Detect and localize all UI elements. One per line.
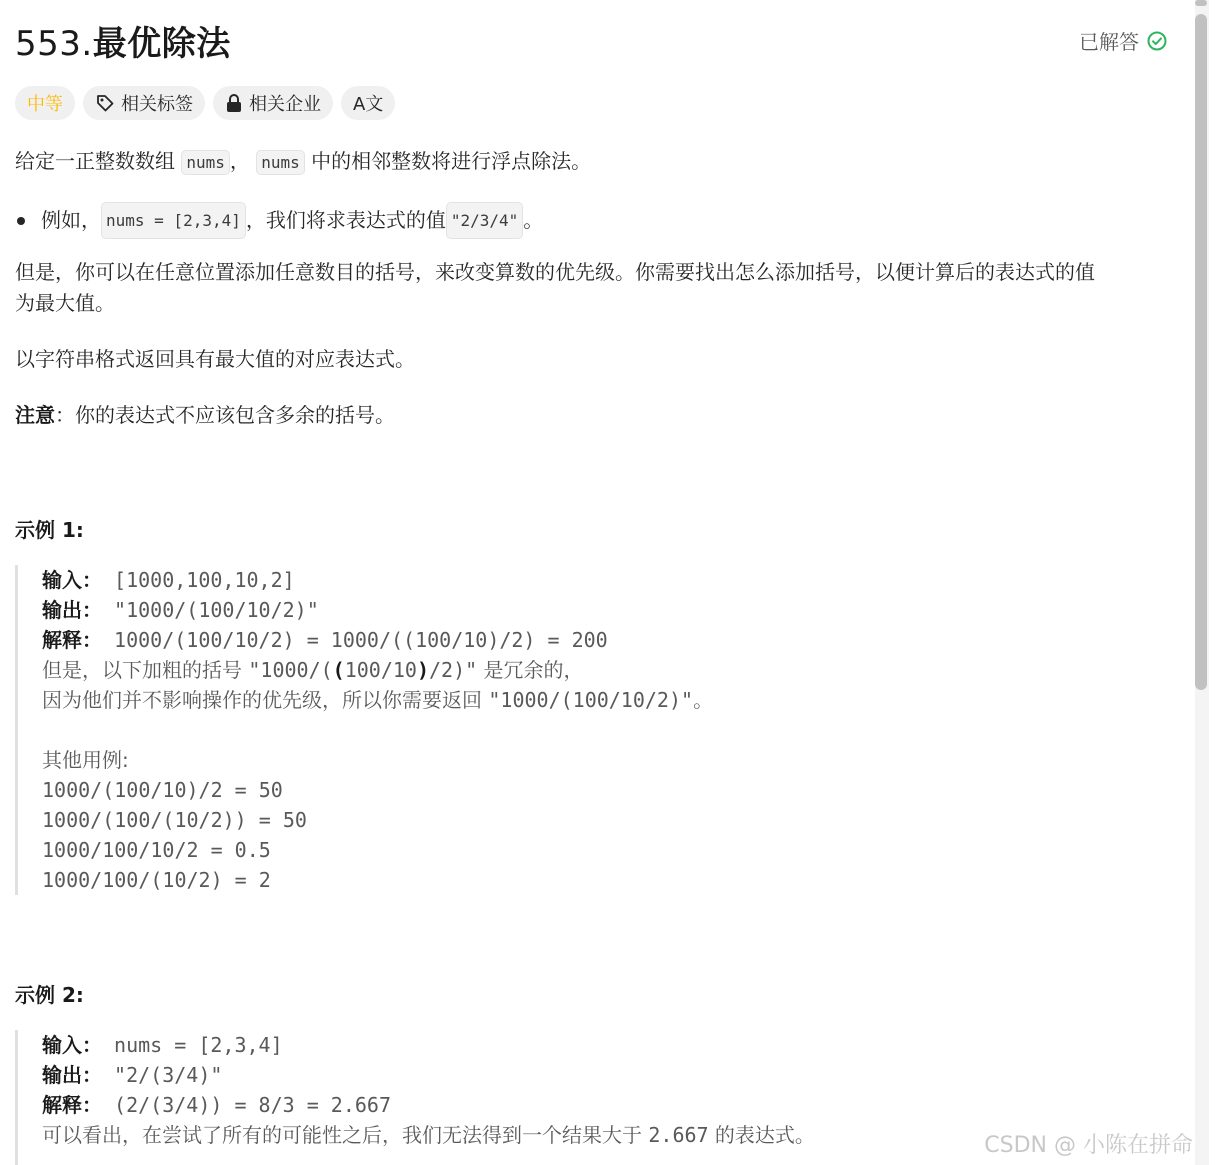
text: 。	[693, 688, 714, 712]
related-tags-button[interactable]	[83, 86, 205, 120]
description-paragraph-1	[15, 146, 591, 178]
explain-value: 1000/(100/10/2) = 1000/((100/10)/2) = 200	[102, 628, 608, 652]
lock-icon	[225, 93, 243, 113]
text: 中的相邻整数将进行浮点除法。	[304, 149, 592, 173]
text: 100/10	[344, 658, 417, 682]
example-line	[42, 1060, 1202, 1090]
solved-label: 已解答	[1079, 30, 1139, 54]
example-1-block	[15, 565, 1202, 895]
text: "1000/(	[248, 658, 333, 682]
text: 给定一正整数数组	[15, 149, 182, 173]
check-circle-icon	[1147, 31, 1167, 51]
example-line	[42, 745, 1202, 775]
note-paragraph	[15, 400, 395, 431]
text: 以字符串格式返回具有最大值的对应表达式。	[15, 347, 415, 371]
text: 2.667	[648, 1123, 709, 1147]
tag-icon	[95, 93, 115, 113]
difficulty-badge[interactable]	[15, 86, 75, 120]
text: 例如，	[41, 208, 101, 232]
text: 因为他们并不影响操作的优先级，所以你需要返回	[42, 688, 489, 712]
example-line-blank	[42, 715, 1202, 745]
example-line	[42, 595, 1202, 625]
text: 为最大值。	[15, 291, 115, 315]
input-value: nums = [2,3,4]	[102, 1033, 283, 1057]
explain-label: 解释：	[42, 628, 102, 652]
example-line	[42, 1030, 1202, 1060]
example-2-title: 示例 2:	[15, 983, 84, 1007]
output-value: "2/(3/4)"	[102, 1063, 223, 1087]
translate-button[interactable]	[341, 86, 395, 120]
related-companies-button[interactable]	[213, 86, 333, 120]
inline-code: nums	[181, 150, 230, 175]
example-line	[42, 655, 1202, 685]
text: 的表达式。	[708, 1123, 815, 1147]
watermark: CSDN @ 小陈在拼命	[984, 1133, 1193, 1158]
translate-icon: A文	[353, 94, 384, 115]
other-cases-label: 其他用例:	[42, 748, 129, 772]
example-line	[42, 1090, 1202, 1120]
list-item	[15, 202, 543, 239]
example-line: 1000/(100/10)/2 = 50	[42, 778, 283, 802]
output-value: "1000/(100/10/2)"	[102, 598, 319, 622]
problem-name: 最优除法	[92, 24, 231, 64]
problem-number: 553.	[15, 24, 93, 64]
example-line: 1000/(100/(10/2)) = 50	[42, 808, 307, 832]
description-paragraph-2	[15, 257, 1095, 319]
input-label: 输入：	[42, 1033, 102, 1057]
text: ：你的表达式不应该包含多余的括号。	[55, 403, 395, 427]
example-line	[42, 625, 1202, 655]
solved-status	[1079, 26, 1167, 55]
example-line	[42, 565, 1202, 595]
inline-code: "2/3/4"	[446, 202, 523, 239]
title-row	[15, 16, 1185, 64]
input-value: [1000,100,10,2]	[102, 568, 295, 592]
problem-title[interactable]	[15, 16, 231, 65]
text: 。	[523, 208, 544, 232]
example-line	[42, 685, 1202, 715]
output-label: 输出：	[42, 1063, 102, 1087]
scrollbar-top-cap[interactable]	[1195, 0, 1207, 6]
bold-paren: )	[416, 658, 429, 682]
inline-code: nums	[256, 150, 305, 175]
text: 是冗余的，	[477, 658, 584, 682]
text: 但是，以下加粗的括号	[42, 658, 249, 682]
bold-paren: (	[332, 658, 345, 682]
output-label: 输出：	[42, 598, 102, 622]
difficulty-label: 中等	[27, 94, 63, 115]
text: 可以看出，在尝试了所有的可能性之后，我们无法得到一个结果大于	[42, 1123, 649, 1147]
related-companies-label: 相关企业	[249, 94, 321, 115]
description-paragraph-3	[15, 344, 415, 375]
text: ，	[229, 149, 257, 173]
tag-bar	[15, 86, 395, 120]
explain-value: (2/(3/4)) = 8/3 = 2.667	[102, 1093, 391, 1117]
input-label: 输入：	[42, 568, 102, 592]
note-label: 注意	[15, 403, 55, 427]
inline-code: nums = [2,3,4]	[101, 202, 246, 239]
bullet-icon	[17, 217, 25, 225]
scrollbar-thumb[interactable]	[1195, 14, 1207, 690]
example-1-title: 示例 1:	[15, 518, 84, 542]
related-tags-label: 相关标签	[121, 94, 193, 115]
explain-label: 解释：	[42, 1093, 102, 1117]
example-line: 1000/100/(10/2) = 2	[42, 868, 271, 892]
example-line: 1000/100/10/2 = 0.5	[42, 838, 271, 862]
text: "1000/(100/10/2)"	[488, 688, 694, 712]
text: /2)"	[429, 658, 478, 682]
text: 但是，你可以在任意位置添加任意数目的括号，来改变算数的优先级。你需要找出怎么添加括号，以便计算后的表达式的值	[15, 260, 1095, 284]
text: ，我们将求表达式的值	[245, 208, 446, 232]
